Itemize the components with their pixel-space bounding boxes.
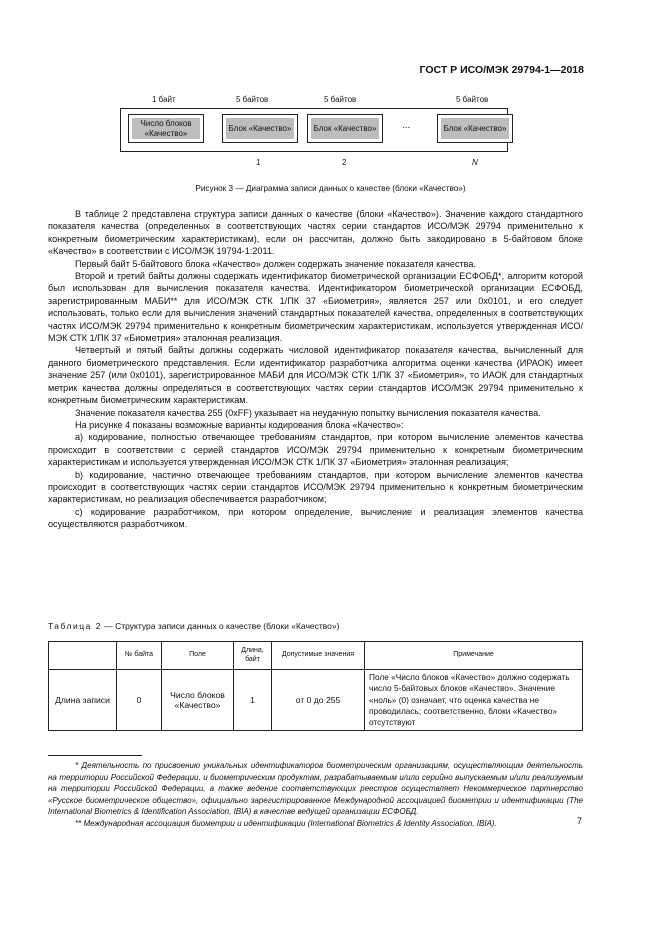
block-number: N: [472, 158, 478, 167]
table-header: Длина, байт: [234, 642, 272, 670]
table-row: [49, 670, 583, 731]
footnotes: [48, 760, 583, 829]
footnote-divider: [48, 755, 142, 756]
quality-block: Блок «Качество»: [307, 114, 383, 143]
table-cell: 0: [117, 670, 162, 731]
body-text: [48, 208, 583, 531]
document-header: ГОСТ Р ИСО/МЭК 29794-1—2018: [419, 64, 584, 76]
table-header: Допустимые значения: [272, 642, 365, 670]
table-header: [49, 642, 117, 670]
paragraph: На рисунке 4 показаны возможные варианты кодирования блока «Качество»:: [75, 419, 404, 430]
page-number: 7: [576, 816, 582, 826]
table-header-row: [49, 642, 583, 670]
paragraph: а) кодирование, полностью отвечающее требованиям стандартов, при котором вычисление элементов качества происходит в соответствии с серией стандартов ИСО/МЭК 29794 применительно к конкретным биометрическим характеристикам и используется утвержденная ИСО/МЭК СТК 1/ПК 37 «Биометрия» эталонная реализация;: [48, 432, 583, 468]
footnote: ** Международная ассоциация биометрии и идентификации (International Biometrics & Identity Association, IBIA).: [75, 818, 497, 828]
ellipsis: ...: [402, 120, 411, 131]
byte-label: 1 байт: [152, 95, 176, 104]
paragraph: Четвертый и пятый байты должны содержать числовой идентификатор показателя качества, вычисленный для данного биометрического представления. Если идентификатор разработчика алгоритма оценки качества (ИРАОК) имеет значение 257 (или 0x0101), зарегистрированное МАБИ для ИСО/МЭК СТК 1/ПК 37 «Биометрия», то ИАОК для стандартных метрик качества должны определяться в соответствующих частях серии стандартов ИСО/МЭК 29794 применительно к конкретным биометрическим характеристикам.: [48, 345, 583, 406]
table-cell-note: Поле «Число блоков «Качество» должно содержать число 5-байтовых блоков «Качество». Значение «ноль» (0) означает, что оценка качества не проводилась; соответственно, блоки «Качество» отсутствуют: [365, 670, 583, 731]
byte-label: 5 байтов: [236, 95, 269, 104]
figure-caption: Рисунок 3 — Диаграмма записи данных о качестве (блоки «Качество»): [195, 184, 466, 193]
quality-record-table: [48, 641, 583, 731]
quality-block: Блок «Качество»: [437, 114, 513, 143]
table-cell: от 0 до 255: [272, 670, 365, 731]
byte-label: 5 байтов: [456, 95, 489, 104]
paragraph: b) кодирование, частично отвечающее требованиям стандартов, при котором вычисление элементов качества происходит в соответствующих частях серии стандартов ИСО/МЭК 29794 применительно к конкретным биометрическим характеристикам, но реализация обеспечивается разработчиком;: [48, 469, 583, 505]
table-header: № байта: [117, 642, 162, 670]
block-number: 1: [256, 158, 261, 167]
count-block: Число блоков «Качество»: [128, 114, 204, 143]
table-cell: 1: [234, 670, 272, 731]
table-header: Поле: [162, 642, 234, 670]
footnote: * Деятельность по присвоению уникальных идентификаторов биометрическим организациям, осуществляющим деятельность на территории Российской Федерации, и биометрическим продуктам, разрабатываемым и/или серийно выпускаемым и/или реализуемым на территории Российской Федерации, а также ведение соответствующих реестров осуществляет Некоммерческое партнерство «Русское биометрическое общество», официально зарегистрированное Международной ассоциацией биометрии и идентификации (The International Biometrics & Identification Association, IBIA) в качестве ведущей организации ЕСФОБД.: [48, 761, 583, 816]
table-caption: Таблица 2 — Структура записи данных о качестве (блоки «Качество»): [48, 621, 340, 631]
table-cell: Длина записи: [49, 670, 117, 731]
paragraph: Значение показателя качества 255 (0xFF) указывает на неудачную попытку вычисления показателя качества.: [75, 407, 541, 418]
paragraph: Второй и третий байты должны содержать идентификатор биометрической организации ЕСФОБД*, алгоритм которой был использован для вычисления показателя качества. Идентификатором биометрической организации ЕСФОБД, зарегистрированным МАБИ** для ИСО/МЭК СТК 1/ПК 37 «Биометрия», является 257 или 0x0101, и его следует использовать, только если для вычисления значений стандартных показателей качества, определенных в соответствующих частях ИСО/МЭК 29794 применительно к конкретным биометрическим характеристикам, используется утвержденная ИСО/МЭК СТК 1/ПК 37 «Биометрия» эталонная реализация.: [48, 271, 583, 344]
paragraph: В таблице 2 представлена структура записи данных о качестве (блоки «Качество»). Значение каждого стандартного показателя качества (определенных в соответствующих частях серии стандартов ИСО/МЭК 29794 применительно к конкретным биометрическим характеристикам), если он рассчитан, должно быть закодировано в 5-байтовом блоке «Качество» в соответствии с ИСО/МЭК 19794-1:2011.: [48, 209, 583, 257]
table-header: Примечание: [365, 642, 583, 670]
quality-block: Блок «Качество»: [222, 114, 298, 143]
table-cell: Число блоков «Качество»: [162, 670, 234, 731]
paragraph: Первый байт 5-байтового блока «Качество» должен содержать значение показателя качества.: [75, 258, 476, 269]
paragraph: с) кодирование разработчиком, при котором определение, вычисление и реализация элементов качества осуществляются разработчиком.: [48, 506, 583, 530]
block-number: 2: [342, 158, 347, 167]
byte-label: 5 байтов: [324, 95, 357, 104]
